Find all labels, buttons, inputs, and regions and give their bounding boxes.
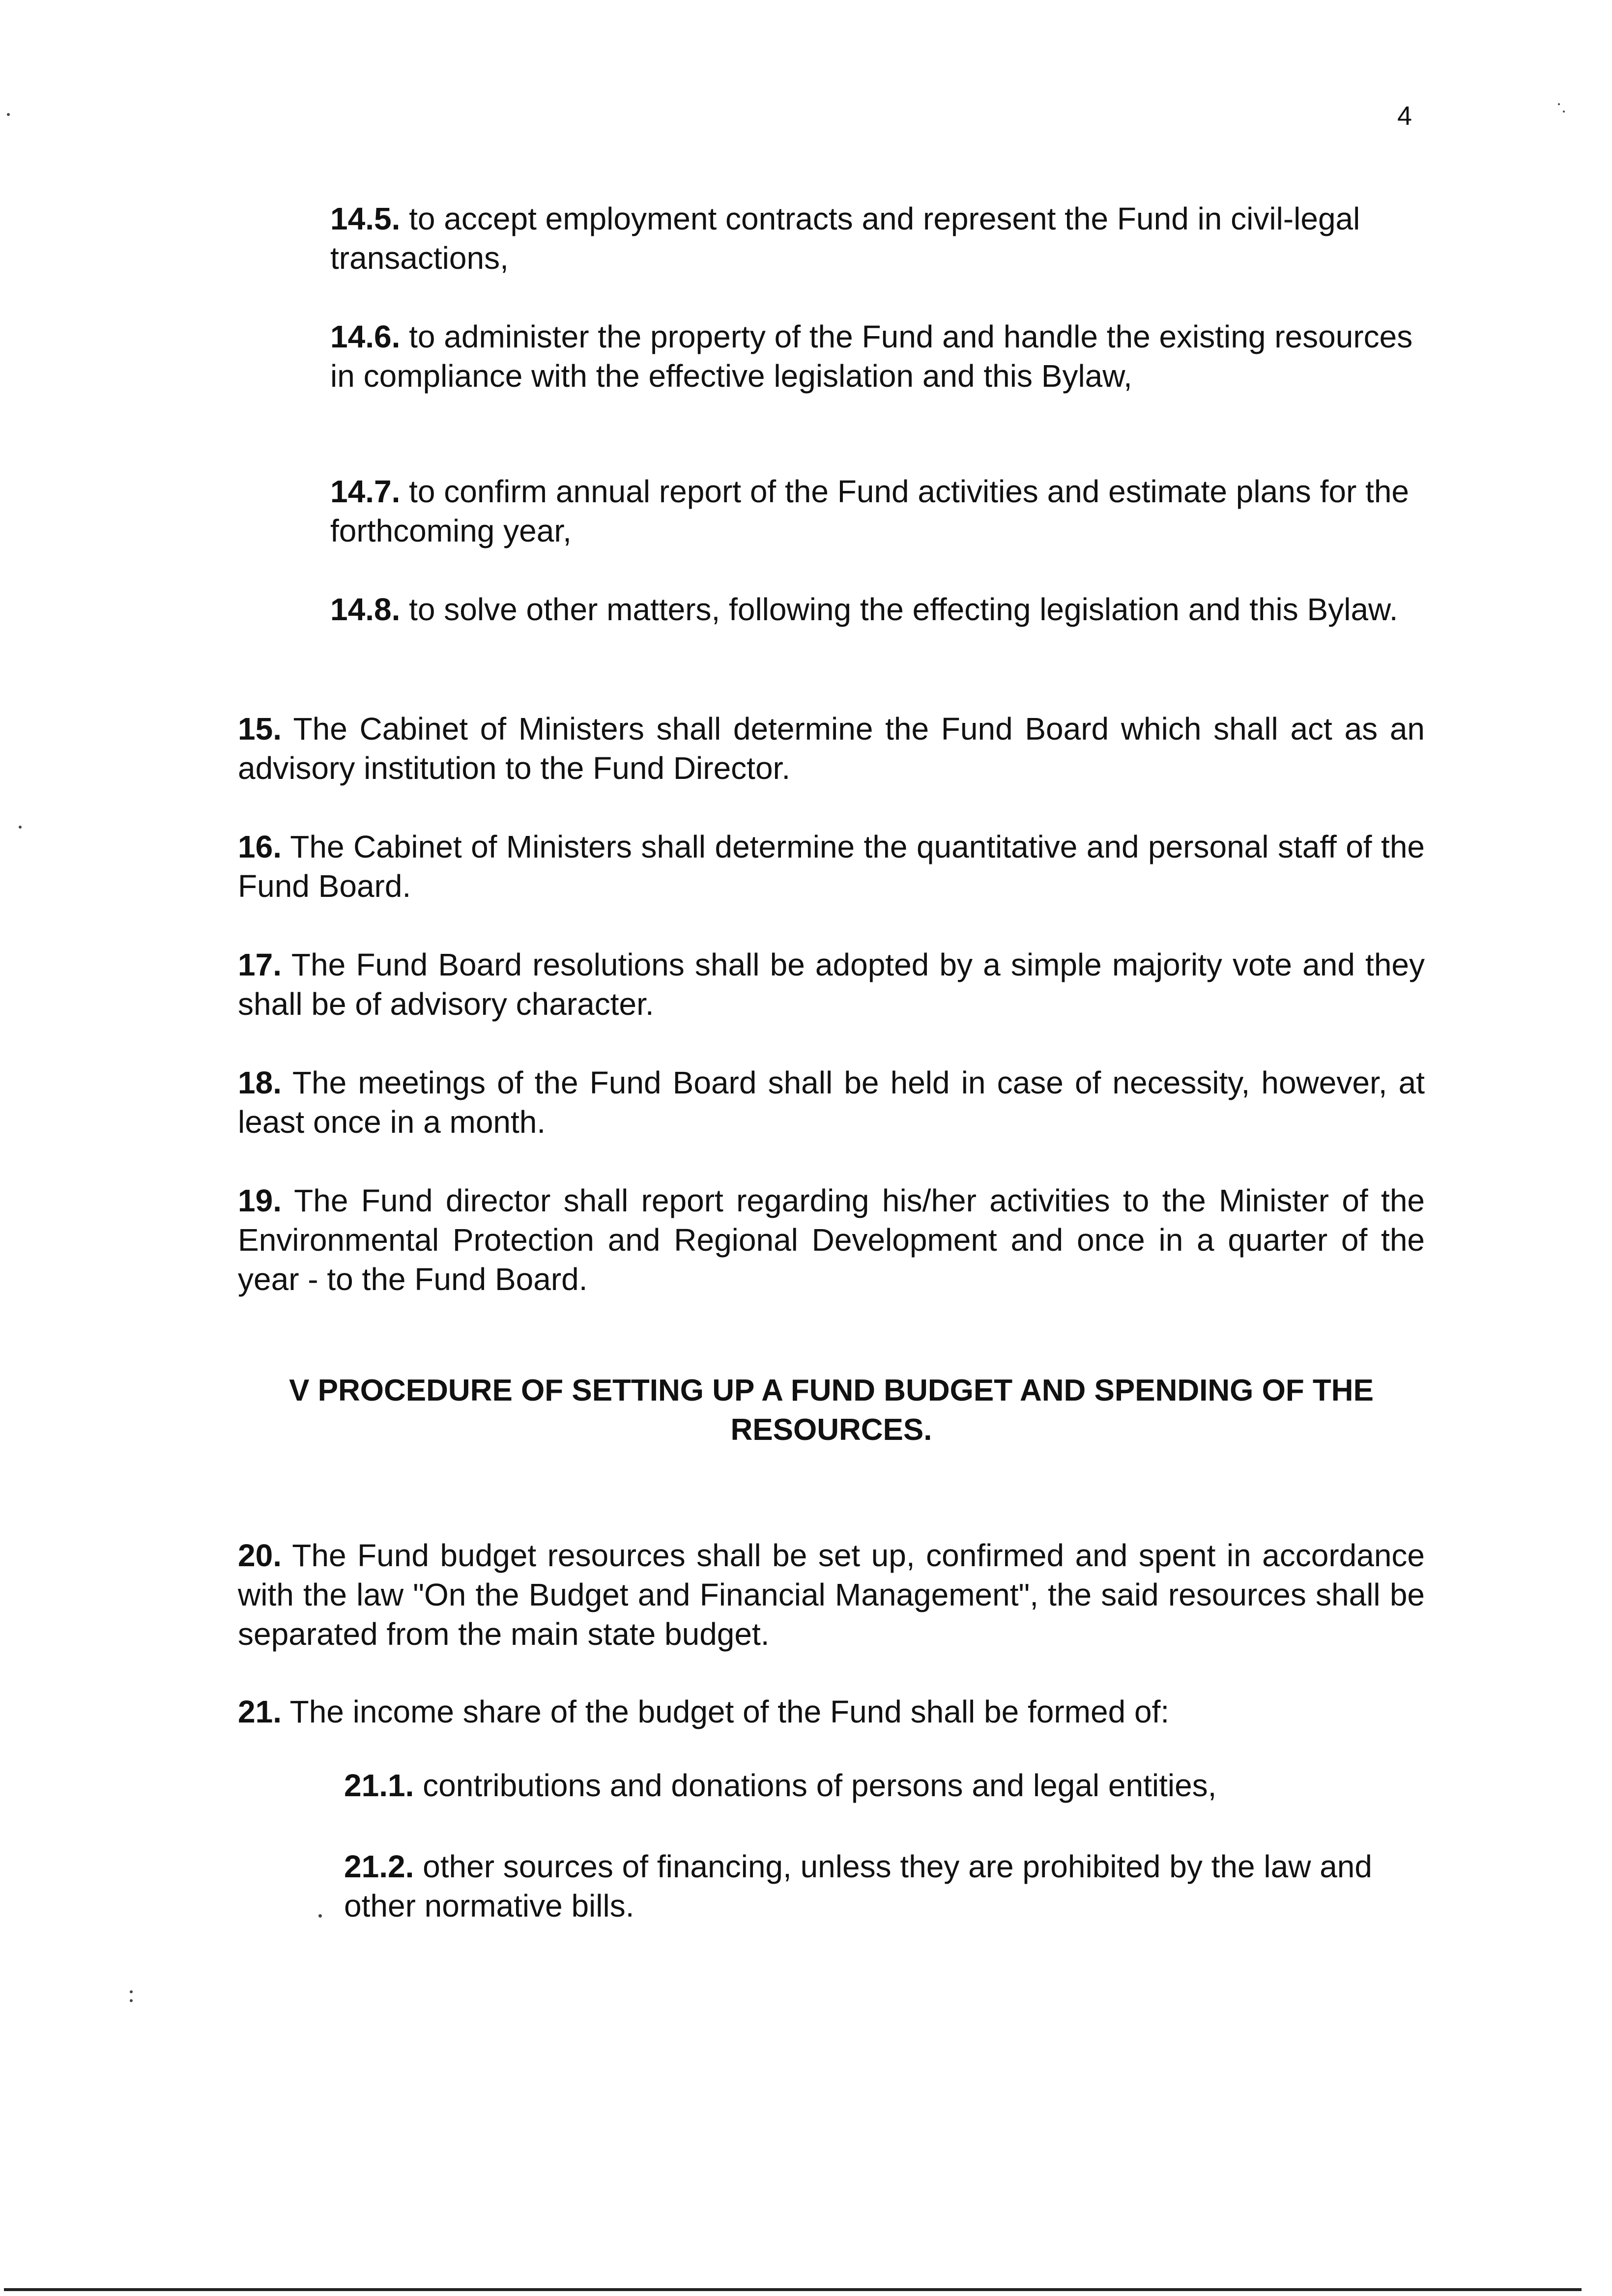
scan-speck xyxy=(1563,111,1565,113)
section-heading xyxy=(238,1371,1425,1450)
clause-number: 14.6. xyxy=(330,319,401,354)
clause-text: to accept employment contracts and represent the Fund in civil-legal transactions, xyxy=(330,201,1360,276)
clause-number: 18. xyxy=(238,1065,282,1100)
clause-text: The Fund Board resolutions shall be adopted by a simple majority vote and they shall be of advisory character. xyxy=(238,947,1425,1022)
clause-number: 16. xyxy=(238,829,282,864)
clause-number: 14.5. xyxy=(330,201,401,236)
clause-text: The Cabinet of Ministers shall determine the Fund Board which shall act as an advisory institution to the Fund Director. xyxy=(238,711,1425,786)
clause-15 xyxy=(238,709,1425,788)
scan-speck xyxy=(1558,103,1560,105)
clause-text: The meetings of the Fund Board shall be held in case of necessity, however, at least once in a month. xyxy=(238,1065,1425,1140)
clause-number: 14.8. xyxy=(330,592,401,627)
clause-number: 21.2. xyxy=(344,1849,414,1884)
clause-text: to solve other matters, following the effecting legislation and this Bylaw. xyxy=(400,592,1398,627)
page-number: 4 xyxy=(1397,101,1412,131)
clause-number: 14.7. xyxy=(330,474,401,509)
clause-number: 20. xyxy=(238,1538,282,1573)
clause-16 xyxy=(238,827,1425,906)
clause-text: to confirm annual report of the Fund activities and estimate plans for the forthcoming year, xyxy=(330,474,1409,548)
clause-text: The Fund budget resources shall be set up, confirmed and spent in accordance with the law "On the Budget and Financial Management", the said resources shall be separated from the main state budget. xyxy=(238,1538,1425,1652)
clause-17 xyxy=(238,945,1425,1024)
scan-speck xyxy=(130,1990,133,1993)
clause-14-8 xyxy=(330,590,1436,629)
clause-text: contributions and donations of persons and legal entities, xyxy=(414,1768,1217,1803)
section-heading-line-1: V PROCEDURE OF SETTING UP A FUND BUDGET AND SPENDING OF THE xyxy=(289,1374,1374,1407)
clause-14-6 xyxy=(330,317,1436,396)
clause-text: to administer the property of the Fund and handle the existing resources in compliance with the effective legislation and this Bylaw, xyxy=(330,319,1413,394)
scan-speck xyxy=(318,1914,322,1918)
section-heading-line-2: RESOURCES. xyxy=(730,1413,932,1447)
clause-14-7 xyxy=(330,472,1436,550)
clause-number: 19. xyxy=(238,1183,282,1218)
clause-number: 21.1. xyxy=(344,1768,414,1803)
clause-14-5 xyxy=(330,199,1436,278)
clause-19 xyxy=(238,1181,1425,1299)
clause-number: 15. xyxy=(238,711,282,746)
clause-18 xyxy=(238,1063,1425,1142)
clause-number: 17. xyxy=(238,947,282,982)
clause-text: The Fund director shall report regarding his/her activities to the Minister of the Environmental Protection and Regional Development and once in a quarter of the year - to the Fund Board. xyxy=(238,1183,1425,1297)
clause-number: 21. xyxy=(238,1694,282,1729)
scan-speck xyxy=(130,1999,133,2002)
clause-21-2 xyxy=(344,1847,1425,1925)
scan-speck xyxy=(19,826,22,829)
bottom-rule xyxy=(4,2288,1582,2291)
scan-speck xyxy=(7,113,10,116)
clause-21-1 xyxy=(344,1766,1425,1805)
clause-text: other sources of financing, unless they are prohibited by the law and other normative bills. xyxy=(344,1849,1372,1923)
clause-20 xyxy=(238,1536,1425,1654)
clause-text: The income share of the budget of the Fund shall be formed of: xyxy=(281,1694,1170,1729)
clause-21 xyxy=(238,1692,1425,1731)
clause-text: The Cabinet of Ministers shall determine the quantitative and personal staff of the Fund Board. xyxy=(238,829,1425,904)
